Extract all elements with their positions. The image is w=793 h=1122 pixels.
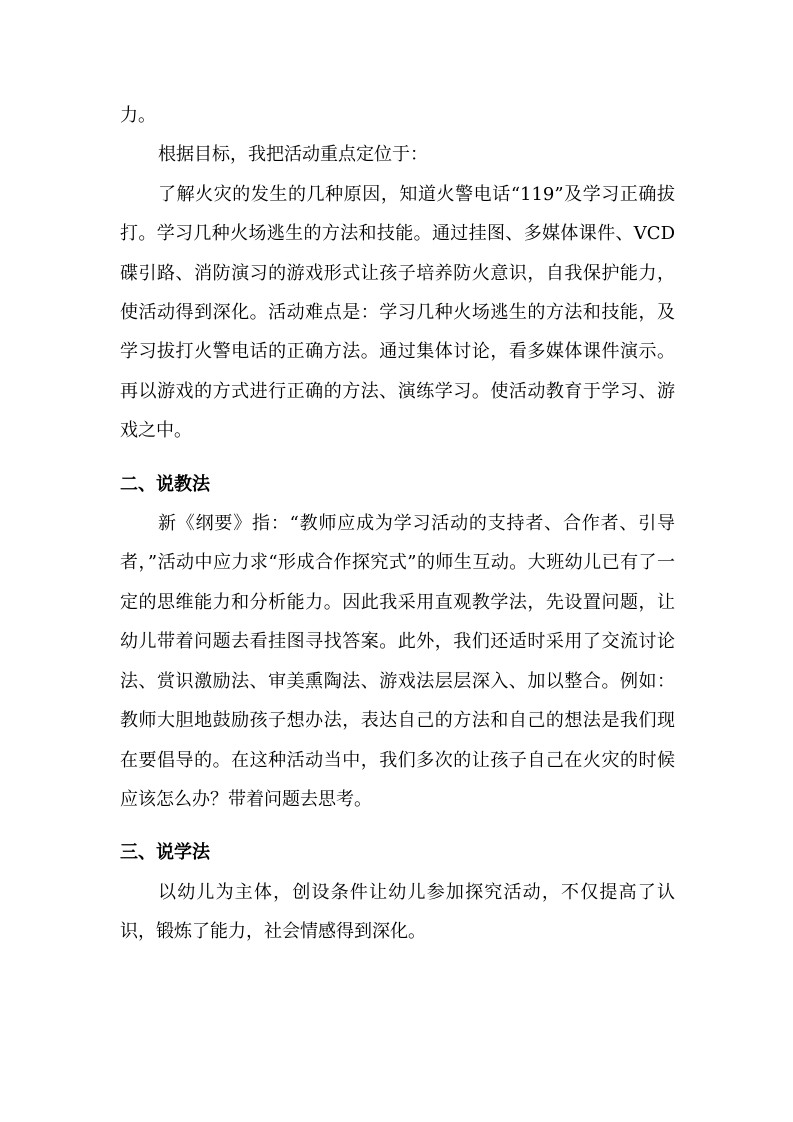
document-page [120,96,675,952]
section-heading-teaching-method: 二、说教法 [120,473,210,495]
section-spacer [120,819,675,833]
paragraph-focus-details: 了解火灾的发生的几种原因，知道火警电话“119”及学习正确拔打。学习几种火场逃生的方法和技能。通过挂图、多媒体课件、VCD碟引路、消防演习的游戏形式让孩子培养防火意识，自我保护能力，使活动得到深化。活动难点是：学习几种火场逃生的方法和技能，及学习拔打火警电话的正确方法。通过集体讨论，看多媒体课件演示。再以游戏的方式进行正确的方法、演练学习。使活动教育于学习、游戏之中。 [120,183,675,442]
paragraph-continuation: 力。 [120,105,156,126]
section-heading-learning-method: 三、说学法 [120,842,210,864]
section-spacer [120,451,675,465]
paragraph-focus-intro: 根据目标，我把活动重点定位于： [158,144,428,166]
paragraph-teaching-method: 新《纲要》指：“教师应成为学习活动的支持者、合作者、引导者，”活动中应力求“形成合作探究式”的师生互动。大班幼儿已有了一定的思维能力和分析能力。因此我采用直观教学法，先设置问题，让幼儿带着问题去看挂图寻找答案。此外，我们还适时采用了交流讨论法、赏识激励法、审美熏陶法、游戏法层层深入、加以整合。例如：教师大胆地鼓励孩子想办法，表达自己的方法和自己的想法是我们现在要倡导的。在这种活动当中，我们多次的让孩子自己在火灾的时候应该怎么办？带着问题去思考。 [120,513,675,810]
paragraph-learning-method: 以幼儿为主体，创设条件让幼儿参加探究活动，不仅提高了认识，锻炼了能力，社会情感得到深化。 [120,881,675,943]
